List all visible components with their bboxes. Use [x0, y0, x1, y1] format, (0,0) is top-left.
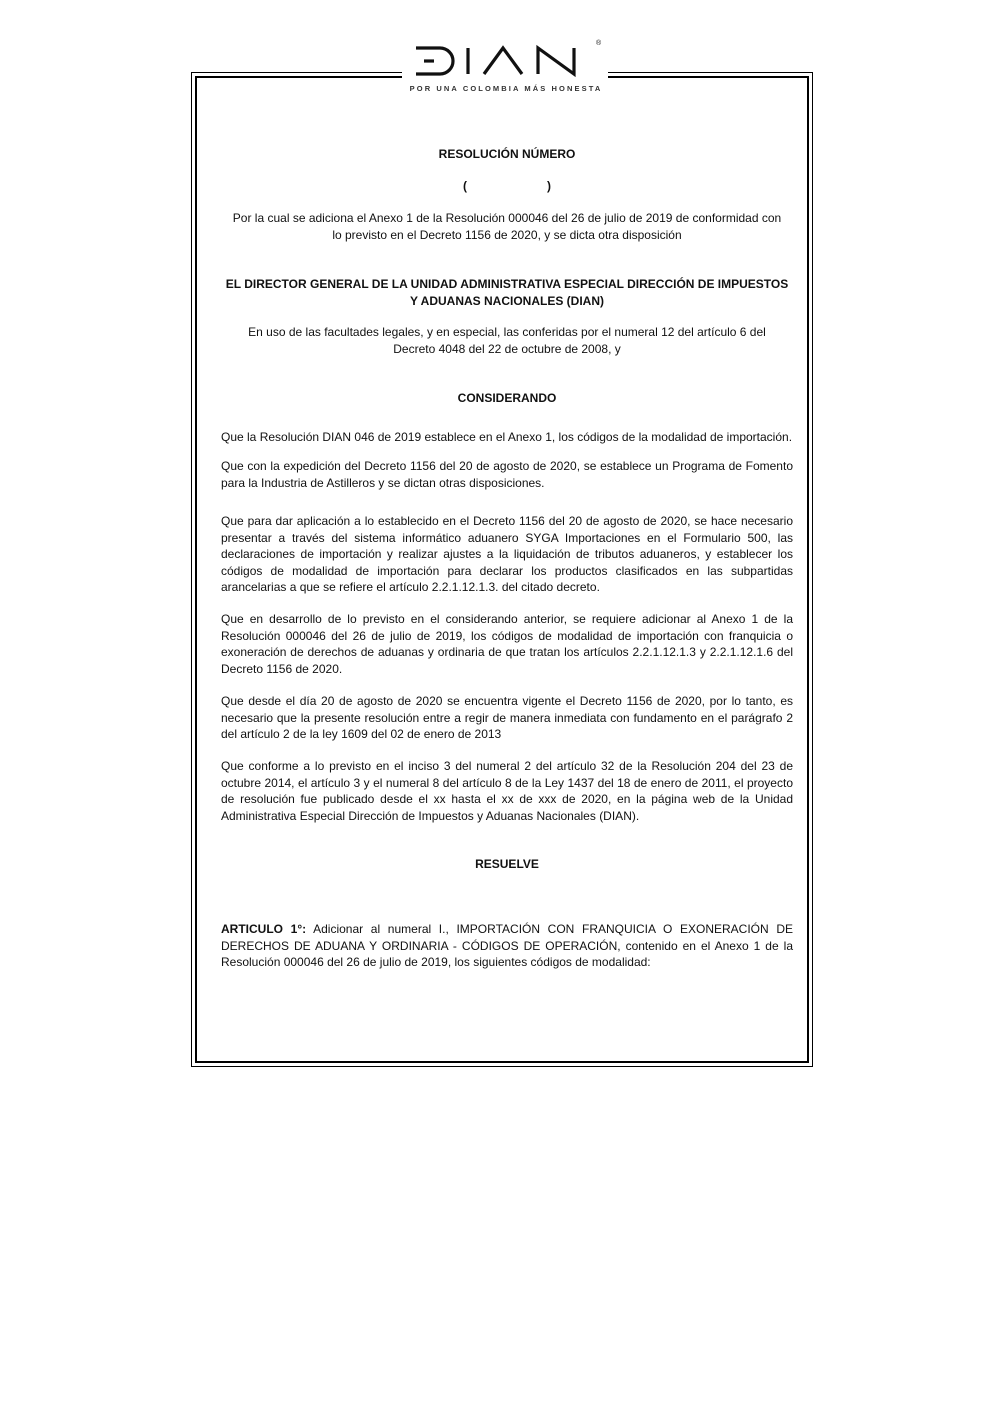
considerando-paragraph: Que para dar aplicación a lo establecido en el Decreto 1156 del 20 de agosto de 2020, se hace necesario presentar a través del sistema informático aduanero SYGA Importaciones en el Formulario 500, las declaraciones de importación y realizar ajustes a la liquidación de tributos aduaneros, y establecer los códigos de modalidad de importación para declarar los productos clasificados en las subpartidas arancelarias a que se refiere el artículo 2.2.1.12.1.3. del citado decreto. [221, 514, 793, 594]
resolution-number: ( ) [462, 179, 551, 193]
authority-powers: En uso de las facultades legales, y en especial, las conferidas por el numeral 12 del artículo 6 del Decreto 4048 del 22 de octubre de 2008, y [248, 325, 766, 356]
article-1-label: ARTICULO 1°: [221, 922, 307, 936]
dian-logo [406, 40, 606, 96]
article-1 [221, 921, 793, 971]
considerando-paragraph: Que conforme a lo previsto en el inciso 3 del numeral 2 del artículo 32 de la Resolución 204 del 23 de octubre 2014, el artículo 3 y el numeral 8 del artículo 8 de la Ley 1437 del 18 de enero de 2011, el proyecto de resolución fue publicado desde el xx hasta el xx de xxx de 2020, en la página web de la Unidad Administrativa Especial Dirección de Impuestos y Aduanas Nacionales (DIAN). [221, 759, 793, 823]
registered-mark: ® [596, 40, 602, 47]
resuelve-heading: RESUELVE [475, 857, 539, 871]
considerando-paragraph: Que la Resolución DIAN 046 de 2019 establece en el Anexo 1, los códigos de la modalidad de importación. [221, 430, 793, 444]
logo-tagline: POR UNA COLOMBIA MÁS HONESTA [409, 84, 603, 93]
considerando-paragraph: Que en desarrollo de lo previsto en el considerando anterior, se requiere adicionar al Anexo 1 de la Resolución 000046 del 26 de julio de 2019, los códigos de modalidad de importación con franquicia o exoneración de derechos de aduanas y ordinaria de que tratan los artículos 2.2.1.12.1.3 y 2.2.1.12.1.6 del Decreto 1156 de 2020. [221, 612, 793, 676]
resolution-title: RESOLUCIÓN NÚMERO [438, 147, 576, 161]
considerando-paragraph: Que con la expedición del Decreto 1156 del 20 de agosto de 2020, se establece un Programa de Fomento para la Industria de Astilleros y se dictan otras disposiciones. [221, 459, 793, 490]
dian-logo-mark [406, 40, 606, 80]
article-1-text: Adicionar al numeral I., IMPORTACIÓN CON FRANQUICIA O EXONERACIÓN DE DERECHOS DE ADUANA Y ORDINARIA - CÓDIGOS DE OPERACIÓN, contenido en el Anexo 1 de la Resolución 000046 del 26 de julio de 2019, los siguientes códigos de modalidad: [221, 922, 794, 969]
authority-title: EL DIRECTOR GENERAL DE LA UNIDAD ADMINISTRATIVA ESPECIAL DIRECCIÓN DE IMPUESTOS Y ADUANAS NACIONALES (DIAN) [225, 277, 789, 308]
considerando-heading: CONSIDERANDO [457, 391, 557, 405]
resolution-summary: Por la cual se adiciona el Anexo 1 de la Resolución 000046 del 26 de julio de 2019 de conformidad con lo previsto en el Decreto 1156 de 2020, y se dicta otra disposición [232, 211, 782, 242]
considerando-paragraph: Que desde el día 20 de agosto de 2020 se encuentra vigente el Decreto 1156 de 2020, por lo tanto, es necesario que la presente resolución entre a regir de manera inmediata con fundamento en el parágrafo 2 del artículo 2 de la ley 1609 del 02 de enero de 2013 [221, 694, 793, 741]
